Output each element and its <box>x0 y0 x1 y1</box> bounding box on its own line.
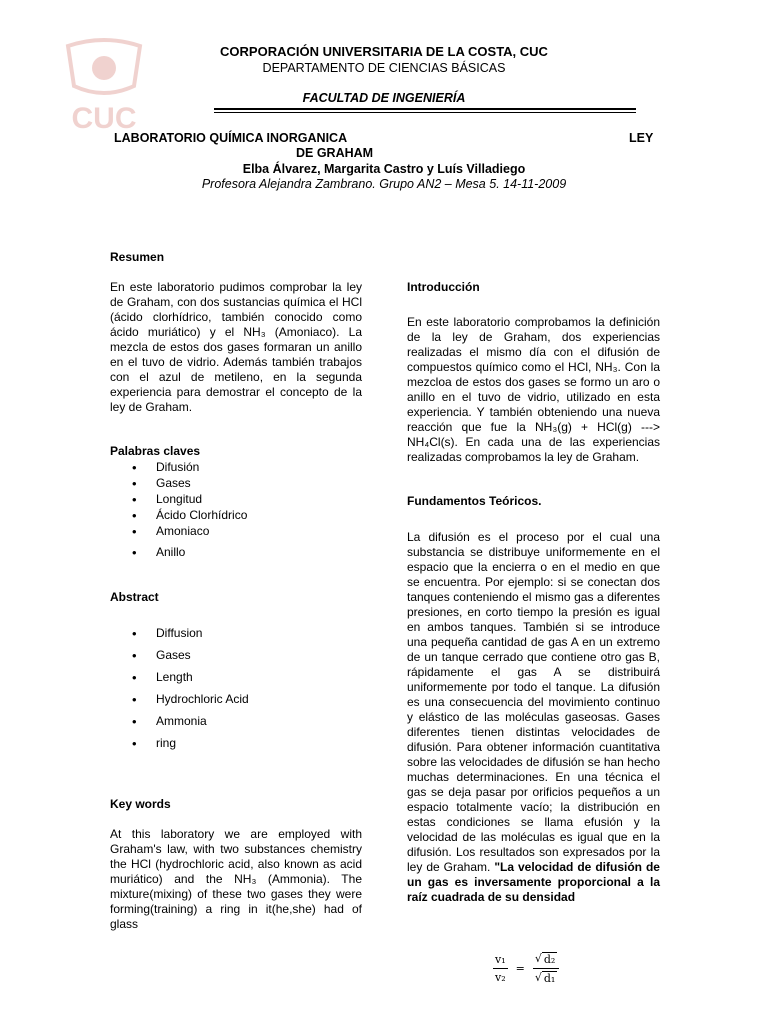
list-item: • Hydrochloric Acid <box>110 692 362 714</box>
fundamentos-section <box>407 494 660 509</box>
abstract-list-wrap <box>110 626 362 758</box>
list-item: • Longitud <box>110 492 362 508</box>
d2: d₂ <box>543 953 556 966</box>
density-fraction <box>533 952 559 985</box>
fundamentos-law: "La velocidad de difusión de un gas es inversamente proporcional a la raíz cuadrada de su densidad <box>407 860 660 904</box>
department-name: DEPARTAMENTO DE CIENCIAS BÁSICAS <box>262 61 506 75</box>
list-item: • Ácido Clorhídrico <box>110 508 362 524</box>
v1: v₁ <box>493 953 508 969</box>
keywords-text: At this laboratory we are employed with Graham's law, with two substances chemistry the HCl (hydrochloric acid, also known as acid muriático) and the NH₃ (Ammonia). The mixture(mixing) of these two gases they were forming(training) a ring in it(he,she) had of glass <box>110 827 362 931</box>
list-item: • ring <box>110 736 362 758</box>
keywords-section <box>110 797 362 812</box>
d1: d₁ <box>543 972 556 985</box>
introduccion-text: En este laboratorio comprobamos la definición de la ley de Graham, dos experiencias realizadas el mismo día con el difusión de compuestos químico como el HCl, NH₃. Con la mezcloa de estos dos gases se formo un aro o anillo en el tuvo de vidrio, utilizado en esta experiencia. Y también obteniendo una nueva reacción que fue la NH₃(g) + HCl(g) ---> NH₄Cl(s). En cada una de las experiencias realizadas comprobamos la ley de Graham. <box>407 315 660 464</box>
abstract-list <box>110 626 362 758</box>
fundamentos-heading: Fundamentos Teóricos. <box>407 494 542 508</box>
palabras-heading: Palabras claves <box>110 444 201 458</box>
list-item: • Anillo <box>110 545 362 561</box>
lab-title: LABORATORIO QUÍMICA INORGANICA <box>114 131 348 145</box>
introduccion-heading: Introducción <box>407 280 480 294</box>
velocity-fraction <box>493 953 508 984</box>
equals-sign: = <box>515 962 525 975</box>
logo-text: CUC <box>71 102 137 135</box>
list-item: • Gases <box>110 648 362 670</box>
fundamentos-body <box>407 530 660 905</box>
lab-title-graham: DE GRAHAM <box>296 146 374 160</box>
fundamentos-plain: La difusión es el proceso por el cual una substancia se distribuye uniformemente en el espacio que la encierra o en el medio en que se encuentra. Por ejemplo: si se conectan dos tanques conteniendo el mismo gas a diferentes presiones, en corto tiempo la presión es igual en ambos tanques. También si se introduce una pequeña cantidad de gas A en un extremo de un tanque cerrado que contiene otro gas B, rápidamente el gas A se distribuirá uniformemente por todo el tanque. La difusión es una consecuencia del movimiento continuo y elástico de las moléculas gaseosas. Gases diferentes tienen distintas velocidades de difusión. Para obtener información cuantitativa sobre las velocidades de difusión se han hecho muchas determinaciones. En una técnica el gas se deja pasar por orificios pequeños a un espacio totalmente vacío; la distribución en estas condiciones se llama efusión y la velocidad de las moléculas es igual que en la difusión. Los resultados son expresados por la ley de Graham. <box>407 530 660 874</box>
header-rule-thin <box>214 112 636 113</box>
introduccion-section <box>407 280 660 295</box>
abstract-heading: Abstract <box>110 590 159 604</box>
faculty-name: FACULTAD DE INGENIERÍA <box>302 91 466 105</box>
resumen-section <box>110 250 362 265</box>
keywords-body <box>110 827 362 932</box>
palabras-section <box>110 444 362 561</box>
v2: v₂ <box>495 971 506 984</box>
list-item: • Gases <box>110 476 362 492</box>
graham-formula <box>493 952 559 985</box>
resumen-body <box>110 280 362 415</box>
list-item: • Ammonia <box>110 714 362 736</box>
palabras-list <box>110 460 362 561</box>
keywords-heading: Key words <box>110 797 171 811</box>
resumen-text: En este laboratorio pudimos comprobar la ley de Graham, con dos sustancias química el HCl (ácido clorhídrico, también conocido como ácido muriático) y el NH₃ (Amoniaco). La mezcla de estos dos gases formaran un anillo en el tuvo de vidrio. Además también trabajos con el azul de metileno, en la segunda experiencia para demostrar el concepto de la ley de Graham. <box>110 280 362 414</box>
sqrt-d1: √ d₁ <box>534 971 556 985</box>
list-item: • Difusión <box>110 460 362 476</box>
authors: Elba Álvarez, Margarita Castro y Luís Villadiego <box>242 162 526 176</box>
list-item: • Diffusion <box>110 626 362 648</box>
lab-title-ley: LEY <box>629 131 654 145</box>
institution-name: CORPORACIÓN UNIVERSITARIA DE LA COSTA, CUC <box>220 44 548 59</box>
abstract-section <box>110 590 362 605</box>
sqrt-d2: √ d₂ <box>533 952 559 969</box>
resumen-heading: Resumen <box>110 250 165 264</box>
header-rule <box>214 108 636 110</box>
list-item: • Length <box>110 670 362 692</box>
list-item: • Amoniaco <box>110 524 362 545</box>
professor-line: Profesora Alejandra Zambrano. Grupo AN2 – Mesa 5. 14-11-2009 <box>201 177 567 191</box>
introduccion-body <box>407 315 660 465</box>
fundamentos-text <box>407 530 660 905</box>
